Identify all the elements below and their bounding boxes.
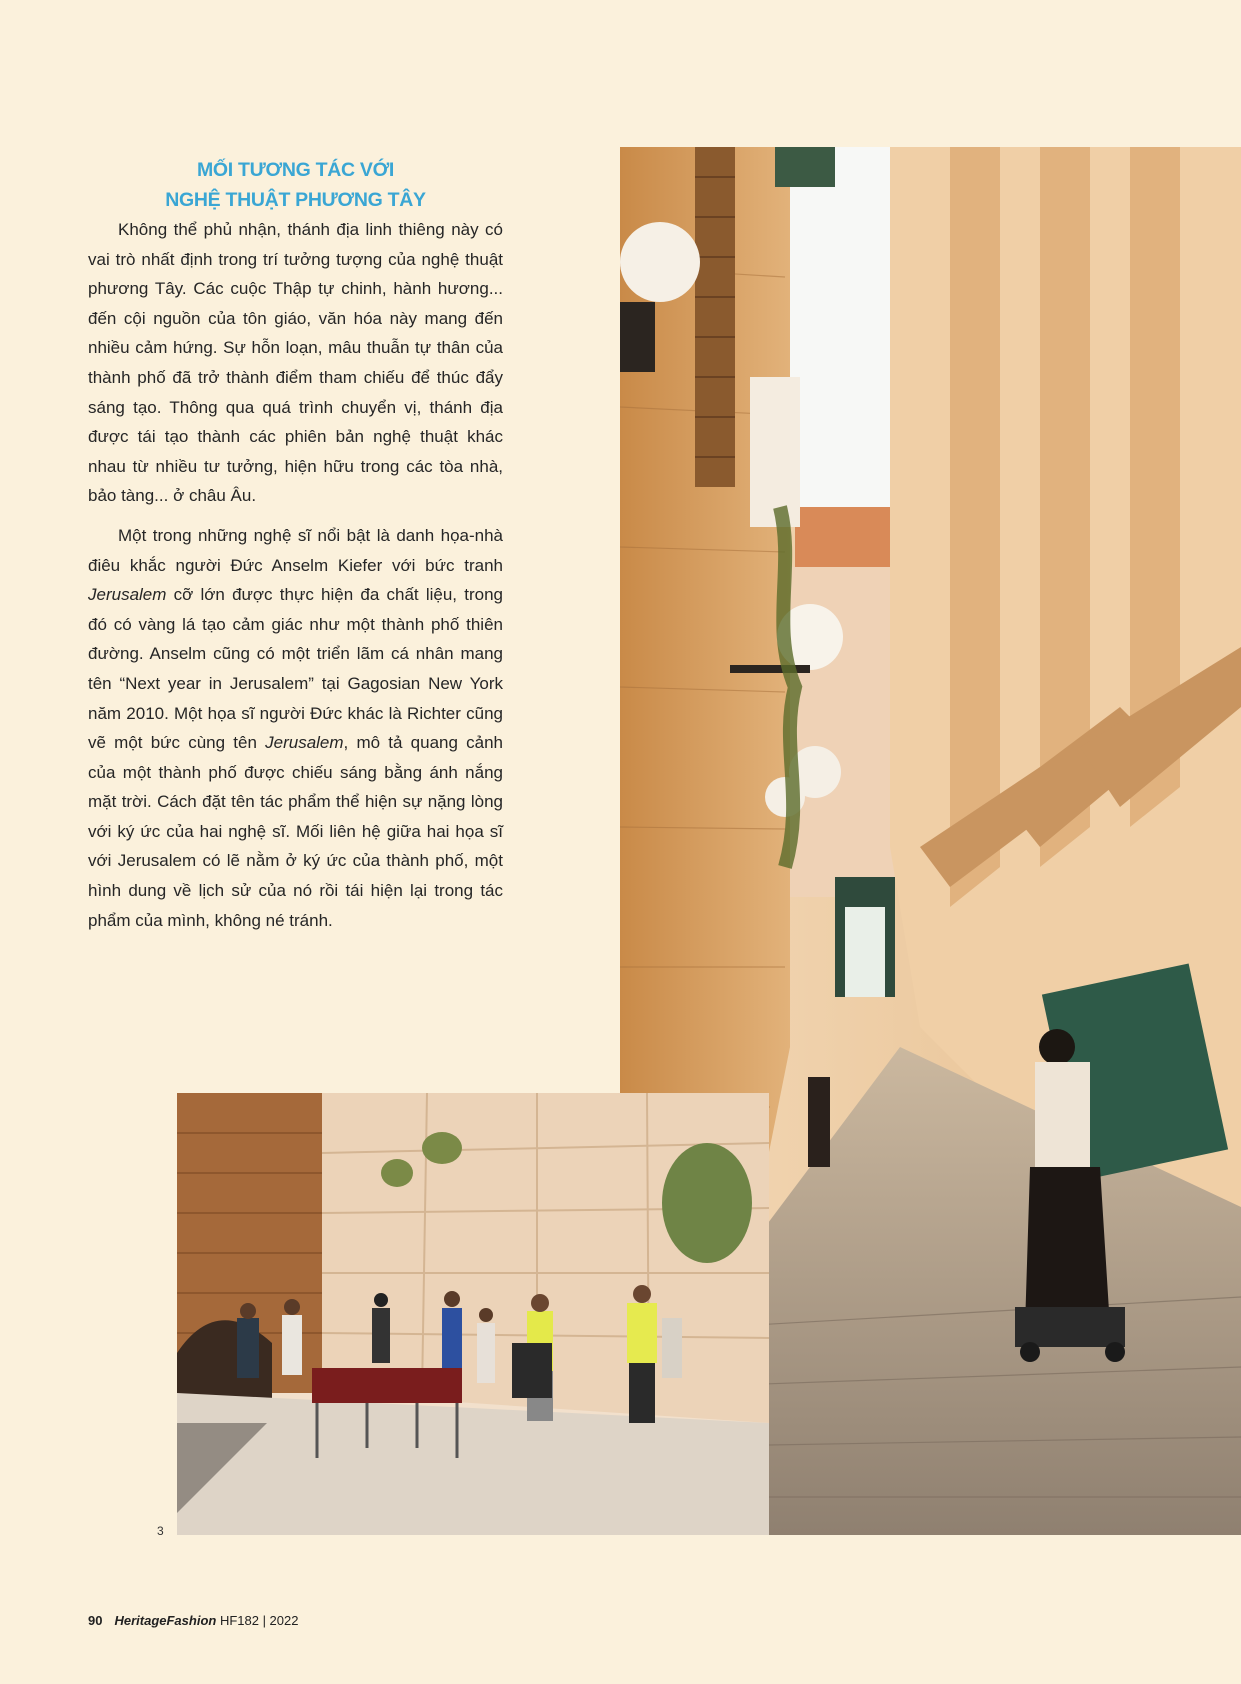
figure-number: 3 (157, 1524, 164, 1538)
artwork-title-richter: Jerusalem (265, 733, 344, 753)
section-heading (88, 155, 503, 215)
paragraph-1: Không thể phủ nhận, thánh địa linh thiêng này có vai trò nhất định trong trí tưởng tượng của nghệ thuật phương Tây. Các cuộc Thập tự chinh, hành hương... đến cội nguồn của tôn giáo, văn hóa này mang đến nhiều cảm hứng. Sự hỗn loạn, mâu thuẫn tự thân của thành phố đã trở thành điểm tham chiếu để thúc đẩy sáng tạo. Thông qua quá trình chuyển vị, thánh địa được tái tạo thành các phiên bản nghệ thuật khác nhau từ nhiều tư tưởng, hiện hữu trong các tòa nhà, bảo tàng... ở châu Âu. (88, 220, 503, 506)
heading-line-2: NGHỆ THUẬT PHƯƠNG TÂY (165, 189, 426, 211)
page-number: 90 (88, 1613, 103, 1628)
artwork-title-kiefer: Jerusalem (88, 585, 167, 605)
paragraph-2-part-b: cỡ lớn được thực hiện đa chất liệu, trong đó có vàng lá tạo cảm giác như một thành phố thiên đường. Anselm cũng có một triển lãm cá nhân mang tên “Next year in Jerusalem” tại Gagosian New York năm 2010. Một họa sĩ người Đức khác là Richter cũng vẽ một bức cùng tên (88, 585, 503, 753)
article-body (88, 215, 503, 945)
western-wall-photo (177, 1093, 769, 1535)
paragraph-2-part-a: Một trong những nghệ sĩ nổi bật là danh họa-nhà điêu khắc người Đức Anselm Kiefer với bức tranh (88, 525, 503, 575)
magazine-brand: HeritageFashion (114, 1613, 217, 1628)
paragraph-2 (88, 521, 503, 935)
page-footer (88, 1613, 298, 1628)
issue-info: HF182 | 2022 (216, 1613, 299, 1628)
paragraph-2-part-c: , mô tả quang cảnh của một thành phố được chiếu sáng bằng ánh nắng mặt trời. Cách đặt tên tác phẩm thể hiện sự nặng lòng với ký ức của hai nghệ sĩ. Mối liên hệ giữa hai họa sĩ với Jerusalem có lẽ nằm ở ký ức của thành phố, một hình dung về lịch sử của nó rồi tái hiện lại trong tác phẩm của mình, không né tránh. (88, 733, 503, 930)
heading-line-1: MỐI TƯƠNG TÁC VỚI (196, 159, 395, 181)
